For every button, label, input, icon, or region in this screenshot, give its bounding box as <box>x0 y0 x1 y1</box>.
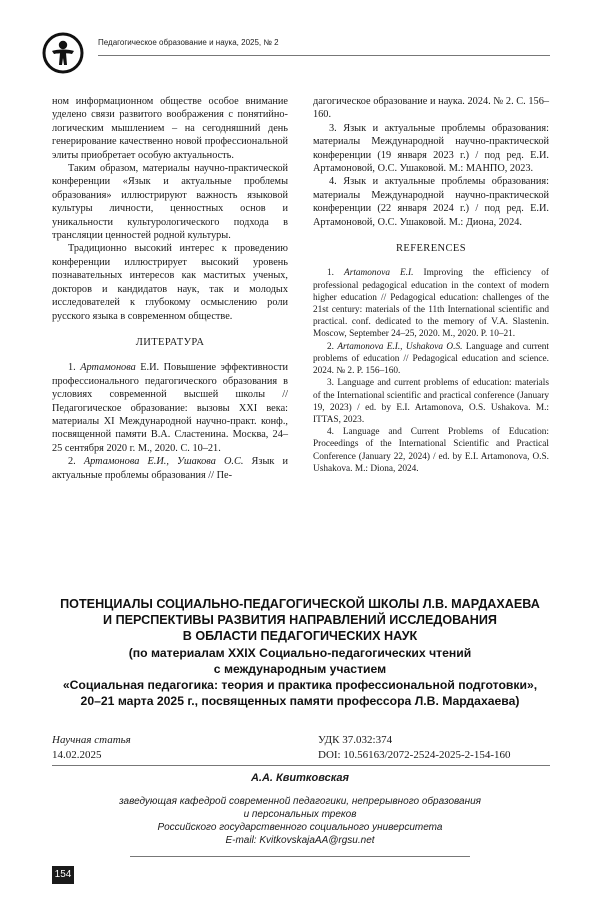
entry-text: Е.И. Повышение эффективности профессионального педагогического образования в условиях современной высшей школы // Педагогическое образование: вызовы XXI века: материалы XI Международной научно-практ. конф., посвященной памяти В.А. Сластенина. Москва, 24–25 сентября 2020 г. М., 2020. С. 10–21. <box>52 362 289 454</box>
udc-code: УДК 37.032:374 <box>318 734 393 746</box>
reference-entry <box>313 341 549 378</box>
literature-entry <box>313 95 549 122</box>
author-name: А.А. Квитковская <box>250 772 350 784</box>
reference-entry <box>313 267 549 340</box>
references-list <box>313 267 549 474</box>
entry-text: 4. Language and Current Problems of Education: Proceedings of the International Scientific and Practical Conference (January 22, 2024) / ed. by E.I. Artamonova, O.S. Ushakova. M.: Diona, 2024. <box>313 427 549 474</box>
affiliation-line: заведующая кафедрой современной педагогики, непрерывного образования <box>118 796 482 807</box>
journal-logo <box>42 32 84 74</box>
entry-number: 1. <box>68 362 81 374</box>
literature-heading: ЛИТЕРАТУРА <box>135 336 205 348</box>
body-paragraph: ном информационном обществе особое внимание уделено связи развитого воображения с понятийно-логическим мышлением – на сегодняшний день генерирование качественно новой профессиональной элиты приобретает особую актуальность. <box>52 96 288 161</box>
body-paragraph: Таким образом, материалы научно-практической конференции «Язык и актуальные проблемы образования» иллюстрируют важность языковой культуры личности, ценностных основ и уникальности культурологического подхода в трансляции ценностей родной культуры. <box>52 163 288 242</box>
body-paragraph: Традиционно высокий интерес к проведению конференции иллюстрирует высокий уровень познавательных интересов как маститых ученых, докторов и кандидатов наук, так и молодых исследователей к глубокому осмыслению роли русского языка в современном обществе. <box>52 243 288 322</box>
title-line: И ПЕРСПЕКТИВЫ РАЗВИТИЯ НАПРАВЛЕНИЙ ИССЛЕДОВАНИЯ <box>103 613 497 628</box>
entry-authors: Artamonova E.I. <box>344 268 414 279</box>
article-type: Научная статья <box>52 734 131 746</box>
entry-number: 1. <box>327 268 345 279</box>
literature-entry <box>52 455 288 482</box>
reference-entry <box>313 377 549 426</box>
references-heading: REFERENCES <box>396 243 466 255</box>
header-divider <box>98 55 550 56</box>
subtitle-line: «Социальная педагогика: теория и практика профессиональной подготовки», <box>62 678 538 693</box>
subtitle-line: 20–21 марта 2025 г., посвященных памяти профессора Л.В. Мардахаева) <box>80 694 520 709</box>
entry-number: 2. <box>68 456 84 468</box>
article-title <box>30 596 570 709</box>
meta-divider <box>52 765 550 766</box>
doi-link[interactable]: DOI: 10.56163/2072-2524-2025-2-154-160 <box>318 749 511 761</box>
literature-list <box>52 361 288 482</box>
entry-text: 4. Язык и актуальные проблемы образования: материалы Международной научно-практической конференции (22 января 2024 г.) / под ред. Е.И. Артамоновой, О.С. Ушаковой. М.: Диона, 2024. <box>313 176 549 228</box>
article-meta-right <box>318 733 510 763</box>
author-email[interactable]: E-mail: KvitkovskajaAA@rgsu.net <box>225 835 375 846</box>
entry-text: 3. Language and current problems of education: materials of the International scientific and practical conference (January 19, 2023) / ed. by E.I. Artamonova, O.S. Ushakova. M.: ITTAS, 2023. <box>313 378 549 425</box>
entry-text: Язык и актуальные проблемы образования // Пе- <box>52 456 288 481</box>
entry-text: 3. Язык и актуальные проблемы образования: материалы Международной научно-практической конференции (19 января 2023 г.) / под ред. Е.И. Артамоновой, О.С. Ушаковой. М.: МАНПО, 2023. <box>313 122 549 175</box>
entry-authors: Артамонова <box>80 362 136 374</box>
entry-text: Improving the efficiency of professional pedagogical education in the context of modern higher education // Pedagogical education: challenges of the 21st century: materials of the 11th International scientific and practical. conf. dedicated to the memory of V.A. Slastenin. Moscow, September 24–25, 2020. M., 2020. P. 10–21. <box>313 268 550 340</box>
literature-entry <box>313 175 549 229</box>
affiliation-line: Российского государственного социального университета <box>157 822 443 833</box>
journal-title: Педагогическое образование и наука, 2025, № 2 <box>98 38 279 47</box>
entry-text: дагогическое образование и наука. 2024. № 2. С. 156–160. <box>313 96 549 121</box>
article-date: 14.02.2025 <box>52 749 102 761</box>
entry-authors: Артамонова Е.И., Ушакова О.С. <box>83 456 244 468</box>
title-line: В ОБЛАСТИ ПЕДАГОГИЧЕСКИХ НАУК <box>182 629 418 644</box>
left-column <box>52 95 288 482</box>
subtitle-line: (по материалам XXIX Социально-педагогических чтений <box>128 645 472 660</box>
subtitle-line: с международным участием <box>213 661 387 676</box>
article-meta-left <box>52 733 131 763</box>
title-line: ПОТЕНЦИАЛЫ СОЦИАЛЬНО-ПЕДАГОГИЧЕСКОЙ ШКОЛЫ Л.В. МАРДАХАЕВА <box>60 597 540 611</box>
literature-entry <box>52 361 288 455</box>
literature-continued <box>313 95 549 229</box>
affiliation-line: и персональных треков <box>243 809 357 820</box>
entry-authors: Artamonova E.I., Ushakova O.S. <box>337 341 463 352</box>
right-column <box>313 95 549 475</box>
entry-number: 2. <box>327 341 338 352</box>
affiliation-divider <box>130 856 470 857</box>
literature-entry <box>313 122 549 176</box>
reference-entry <box>313 426 549 475</box>
author-affiliation <box>0 795 600 847</box>
entry-text: Language and current problems of education // Pedagogical education and science. 2024. № 2. P. 156–160. <box>313 341 550 377</box>
page-number: 154 <box>52 866 74 884</box>
